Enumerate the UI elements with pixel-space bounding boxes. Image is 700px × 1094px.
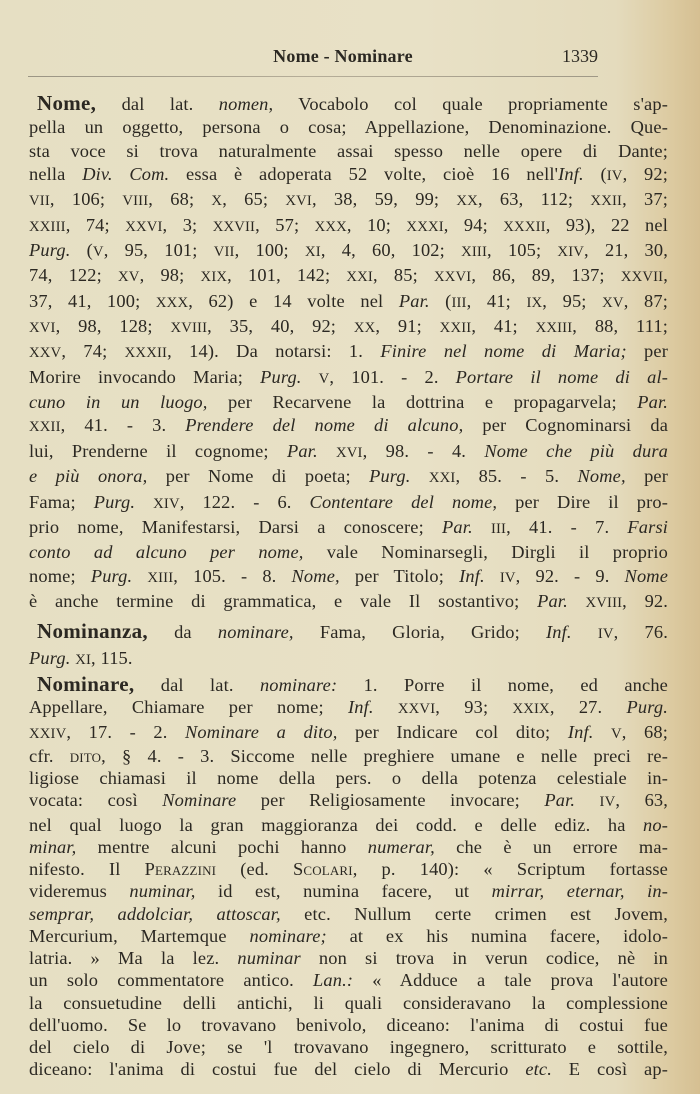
headword: Nome, (37, 91, 97, 115)
text-line (29, 315, 668, 340)
text-segment: , 41. - 3. (60, 415, 186, 436)
text-segment: , 93), 22 nel (545, 214, 668, 235)
text-segment: Purg. (93, 491, 136, 512)
text-segment: , 105. - 8. (173, 565, 292, 586)
text-segment: , 4, 60, 102; (320, 240, 462, 261)
text-line (29, 214, 668, 239)
text-segment: Par. (537, 590, 568, 611)
text-segment: XIII (461, 244, 488, 261)
text-segment: Nome, (577, 466, 626, 487)
text-segment: E così ap- (551, 1059, 668, 1080)
text-segment: pella un oggetto, persona o cosa; Appellazione, Denominazione. Que- (29, 117, 668, 138)
text-segment: 37, 41, 100; (29, 290, 156, 311)
text-segment: ( (70, 240, 93, 261)
text-segment: per Nome di poeta; (147, 466, 370, 487)
text-segment: XVI (285, 193, 312, 210)
text-line (29, 1058, 668, 1080)
text-segment (473, 517, 491, 537)
text-segment: Nome che più dura (484, 440, 669, 461)
text-segment: Purg. (626, 697, 668, 718)
text-line (29, 366, 668, 391)
text-segment: XXX (314, 218, 347, 235)
text-line (29, 947, 668, 969)
text-line (29, 992, 668, 1014)
text-segment: nome; (29, 565, 91, 586)
text-segment (575, 790, 599, 810)
text-line (29, 163, 668, 188)
text-line (29, 858, 668, 880)
text-segment: XIV (557, 244, 585, 261)
text-segment: XXI (428, 470, 456, 487)
text-segment: XXIII (29, 218, 66, 235)
text-segment: Par. (442, 516, 473, 537)
text-segment: XXII (590, 193, 623, 210)
text-segment: dell'uomo. Se lo trovavano benivolo, diceano: l'anima di costui fue (29, 1014, 668, 1035)
text-segment: Div. Com. (82, 164, 170, 185)
text-segment: VII (29, 193, 50, 210)
text-segment (485, 566, 500, 586)
text-line (29, 465, 668, 490)
text-segment: numerar, (367, 836, 435, 857)
text-segment: , 95, 101; (103, 240, 214, 261)
text-segment: XXXII (124, 345, 168, 362)
text-segment: videremus (29, 881, 130, 902)
text-segment: , 21, 30, (584, 240, 668, 261)
text-line (29, 491, 668, 516)
text-segment: Appellare, Chiamare per nome; (29, 697, 348, 718)
text-segment: Scolari (293, 859, 353, 879)
text-segment (572, 622, 598, 642)
text-segment: minar, (29, 836, 77, 857)
text-segment: , 14). Da notarsi: 1. (167, 341, 381, 362)
text-segment: Purg. (260, 366, 302, 387)
text-segment: , 68; (621, 721, 669, 742)
text-segment: cfr. (29, 745, 70, 766)
text-segment: diceano: l'anima di costui fue del cielo di Mercurio (29, 1059, 526, 1080)
text-segment: XXVII (212, 218, 256, 235)
text-segment: X (211, 193, 223, 210)
entry-nome (29, 92, 668, 615)
text-segment: Par. (637, 392, 668, 413)
text-segment: Par. (398, 290, 430, 311)
text-segment: XXIX (512, 701, 550, 718)
text-segment: , 105; (487, 240, 558, 261)
text-segment: , 92. - 9. (515, 565, 625, 586)
text-segment: non si trova in verun codice, nè in (300, 948, 668, 968)
entry-nominare (29, 673, 668, 1081)
text-segment: XXI (346, 269, 373, 286)
text-segment: per Titolo; (339, 565, 460, 586)
text-segment: conto ad alcuno per nome, (29, 542, 304, 563)
text-segment: Inf. (546, 622, 572, 642)
text-segment: semprar, addolciar, attoscar, (29, 903, 281, 924)
headword: Nominare, (37, 672, 135, 696)
text-segment: etc. Nullum certe crimen est Jovem, (280, 903, 668, 924)
text-segment: , 65; (222, 189, 286, 210)
text-segment: cuno in un luogo, (29, 392, 208, 413)
text-segment: XXIV (29, 725, 67, 742)
text-segment: per Indicare col dito; (337, 721, 568, 742)
page-header (28, 46, 598, 70)
text-segment: IV (599, 794, 616, 811)
text-segment: Inf. (567, 721, 594, 742)
text-line (29, 789, 668, 813)
text-line (29, 1014, 668, 1036)
text-segment: VIII (122, 193, 149, 210)
text-line (29, 1036, 668, 1058)
text-segment: nella (29, 164, 83, 185)
text-segment: , 86, 89, 137; (471, 265, 621, 286)
text-line (29, 814, 668, 836)
text-segment: , 92; (622, 164, 668, 185)
text-line (29, 619, 668, 646)
text-segment: che è un errore ma- (434, 836, 668, 857)
text-segment: , 95; (542, 290, 603, 311)
text-line (29, 673, 668, 696)
text-segment: IV (606, 168, 623, 185)
text-segment (318, 441, 336, 461)
entry-nominanza (29, 619, 668, 672)
text-segment (132, 566, 147, 586)
text-line (29, 541, 668, 564)
text-line (29, 880, 668, 902)
text-segment: , 101. - 2. (329, 366, 456, 387)
text-segment: dal lat. (134, 675, 260, 695)
text-segment: XVIII (585, 594, 623, 611)
text-segment: , 74; (61, 341, 125, 362)
text-segment: IV (499, 569, 516, 586)
text-segment: mentre alcuni pochi hanno (76, 836, 368, 857)
text-segment: , p. 140): « Scriptum fortasse (352, 859, 668, 879)
text-segment: XXXII (503, 218, 546, 235)
text-line (29, 391, 668, 414)
text-line (29, 903, 668, 925)
text-line (29, 188, 668, 213)
text-segment (135, 492, 153, 512)
text-segment: XVIII (170, 320, 208, 337)
text-segment: id est, numina facere, ut (195, 881, 492, 902)
text-segment: Nome, (291, 565, 340, 586)
text-segment: , 74; (65, 214, 126, 235)
text-segment: Inf. (347, 697, 374, 718)
text-segment: , 101, 142; (227, 265, 347, 286)
text-segment: Prendere del nome di alcuno, (185, 415, 464, 436)
text-segment: numinar, (129, 881, 196, 902)
text-segment: , 87; (623, 290, 668, 311)
text-line (29, 590, 668, 615)
text-segment: , (663, 265, 668, 286)
text-segment: , 91; (375, 316, 440, 337)
text-segment: Morire invocando Maria; (29, 366, 261, 387)
text-segment: prio nome, Manifestarsi, Darsi a conoscere; (29, 516, 443, 537)
text-segment: XXII (439, 320, 472, 337)
text-line (29, 696, 668, 720)
text-segment: , 68; (148, 189, 212, 210)
text-line (29, 565, 668, 590)
text-segment: Mercurium, Martemque (29, 925, 250, 946)
text-segment: Purg. (90, 565, 133, 586)
text-line (29, 646, 668, 672)
text-segment (568, 591, 586, 611)
text-segment: , 57; (255, 214, 315, 235)
text-line (29, 414, 668, 439)
text-segment (411, 466, 429, 486)
text-segment: ( (429, 290, 452, 311)
text-line (29, 116, 668, 139)
text-segment: nomen, (218, 94, 274, 114)
text-segment: , 63, 112; (477, 189, 591, 210)
text-segment: , 85; (372, 265, 434, 286)
text-segment (374, 697, 398, 717)
text-segment: VII (213, 244, 235, 261)
text-segment: nominare: (259, 675, 338, 695)
text-segment: , 93; (435, 697, 513, 718)
text-line (29, 767, 668, 789)
text-segment: ligiose chiamasi il nome della pers. o della potenza celestiale in- (29, 768, 668, 788)
text-segment (593, 722, 611, 742)
text-segment: IV (597, 626, 614, 642)
text-segment: nominare, (217, 622, 294, 642)
text-segment: Inf. (459, 565, 485, 586)
text-segment: XIX (200, 269, 228, 286)
text-segment: latria. » Ma la lez. (29, 948, 238, 968)
text-line (29, 925, 668, 947)
text-segment: e più onora, (29, 466, 148, 487)
text-segment: XIV (153, 495, 180, 512)
text-line (29, 745, 668, 767)
text-segment: Fama; (29, 491, 94, 512)
text-line (29, 721, 668, 745)
text-segment: V (92, 244, 104, 261)
text-segment: , 88, 111; (572, 316, 668, 337)
text-segment: XV (118, 269, 140, 286)
running-title: Nome - Nominare (273, 46, 413, 66)
text-segment: , 94; (443, 214, 504, 235)
text-segment: Nome (624, 565, 669, 586)
text-line (29, 239, 668, 264)
text-line (29, 516, 668, 541)
text-segment: nominare; (249, 925, 327, 946)
text-line (29, 440, 668, 465)
text-segment: Fama, Gloria, Grido; (293, 622, 547, 642)
text-segment: Par. (286, 440, 318, 461)
text-segment: per (626, 341, 668, 362)
text-segment: XV (602, 294, 624, 311)
text-segment: nifesto. Il (29, 859, 145, 879)
text-segment: , 38, 59, 99; (311, 189, 457, 210)
text-segment: III (451, 294, 467, 311)
text-segment: , 100; (234, 240, 305, 261)
text-segment: per Recarvene la dottrina e propagarvela; (207, 392, 638, 413)
header-rule (28, 76, 598, 77)
text-segment: , 106; (49, 189, 123, 210)
text-segment: la consuetudine delli antichi, li quali consideravano la complessione (29, 992, 668, 1013)
text-segment: III (490, 520, 507, 537)
text-segment: Lan.: (313, 970, 354, 991)
text-segment: 74, 122; (29, 265, 119, 286)
text-segment: , 10; (346, 214, 407, 235)
text-segment: , 62) e 14 volte nel (188, 290, 399, 311)
text-segment: , 98; (139, 265, 201, 286)
text-segment: Vocabolo col quale propriamente s'ap- (273, 94, 668, 114)
text-line (29, 290, 668, 315)
text-segment: Farsi (627, 516, 669, 537)
text-segment: è anche termine di grammatica, e vale Il sostantivo; (29, 590, 538, 611)
text-segment: del cielo di Jove; se 'l trovavano ingegnero, scritturato e sottile, (29, 1037, 668, 1057)
text-segment: , 92. (622, 590, 669, 611)
text-segment: un solo commentatore antico. (29, 970, 314, 991)
text-segment: XVI (336, 444, 363, 461)
text-segment: nel qual luogo la gran maggioranza dei codd. e delle ediz. ha (29, 814, 644, 835)
text-segment: (ed. (216, 859, 294, 879)
text-segment: essa è adoperata 52 volte, cioè 16 nell' (169, 164, 559, 185)
text-segment: per Religiosamente invocare; (236, 790, 545, 811)
text-segment: Perazzini (144, 859, 217, 879)
text-segment: , 41. - 7. (506, 516, 628, 537)
text-segment: , 115. (91, 648, 133, 668)
text-segment: XXX (155, 294, 189, 311)
text-segment: XX (353, 320, 376, 337)
text-segment (302, 367, 319, 387)
text-segment: Contentare del nome, (309, 491, 498, 512)
text-segment: XXVI (397, 701, 436, 718)
text-segment: Purg. (29, 240, 71, 261)
text-segment: per (625, 466, 669, 487)
page-number: 1339 (562, 46, 598, 66)
text-line (29, 340, 668, 365)
text-segment: V (318, 370, 330, 387)
text-line (29, 92, 668, 116)
text-line (29, 969, 668, 991)
text-segment: XIII (147, 569, 174, 586)
text-segment: Par. (544, 790, 576, 811)
text-segment: XXVI (125, 218, 163, 235)
text-segment: Portare il nome di al- (455, 366, 669, 387)
text-segment: at ex his numina facere, idolo- (326, 925, 668, 946)
text-segment: per Dire il pro- (497, 491, 669, 512)
text-segment: XXIII (535, 320, 573, 337)
text-segment: Finire nel nome di Maria; (380, 341, 627, 362)
text-segment: XXV (29, 345, 62, 362)
text-segment: sta voce si trova naturalmente assai spesso nelle opere di Dante; (29, 140, 668, 161)
text-segment: mirrar, eternar, in- (491, 881, 668, 902)
text-segment: , 41; (466, 290, 527, 311)
text-line (29, 140, 668, 163)
text-segment: , 17. - 2. (66, 721, 186, 742)
text-segment: , 27. (549, 697, 627, 718)
text-segment: , 98, 128; (55, 316, 171, 337)
text-segment: « Adduce a tale prova l'autore (353, 970, 668, 991)
text-segment: per Cognominarsi da (463, 415, 669, 436)
text-segment: , 76. (613, 622, 668, 642)
text-segment: , 35, 40, 92; (207, 316, 354, 337)
text-segment: , 85. - 5. (455, 466, 578, 487)
text-segment: , 37; (622, 189, 668, 210)
text-segment: XX (456, 193, 478, 210)
text-segment: Nominare a dito, (185, 721, 338, 742)
text-segment: , 63, (615, 790, 669, 811)
text-segment: Purg. (29, 648, 71, 668)
text-segment: etc. (525, 1059, 552, 1080)
text-segment: , 41; (471, 316, 536, 337)
headword: Nominanza, (37, 619, 148, 643)
text-segment: lui, Prenderne il cognome; (29, 440, 287, 461)
text-segment: dito (69, 745, 102, 766)
text-segment: 1. Porre il nome, ed anche (337, 675, 668, 695)
text-segment: no- (643, 814, 668, 835)
text-segment: V (611, 725, 622, 742)
text-line (29, 836, 668, 858)
text-segment: XI (304, 244, 321, 261)
text-line (29, 264, 668, 289)
text-segment: da (147, 622, 218, 642)
text-segment: Inf. (558, 164, 584, 185)
text-segment: XXVII (620, 269, 664, 286)
text-segment: IX (526, 294, 543, 311)
text-segment: numinar (237, 948, 301, 968)
text-segment: XI (75, 652, 92, 668)
text-segment: , 122. - 6. (179, 491, 310, 512)
text-segment: XXXI (406, 218, 444, 235)
text-segment: XVI (29, 320, 56, 337)
text-segment: vale Nominarsegli, Dirgli il proprio (303, 542, 668, 563)
text-segment: , 3; (162, 214, 213, 235)
text-segment: Nominare (162, 790, 237, 811)
text-segment: ( (583, 164, 607, 185)
text-segment: XXII (29, 419, 61, 436)
text-segment: dal lat. (96, 94, 219, 114)
text-segment: Purg. (369, 466, 411, 487)
text-segment: vocata: così (29, 790, 163, 811)
text-segment: XXVI (433, 269, 472, 286)
text-segment: , § 4. - 3. Siccome nelle preghiere umane e nelle preci re- (101, 745, 668, 766)
text-segment: , 98. - 4. (362, 440, 485, 461)
